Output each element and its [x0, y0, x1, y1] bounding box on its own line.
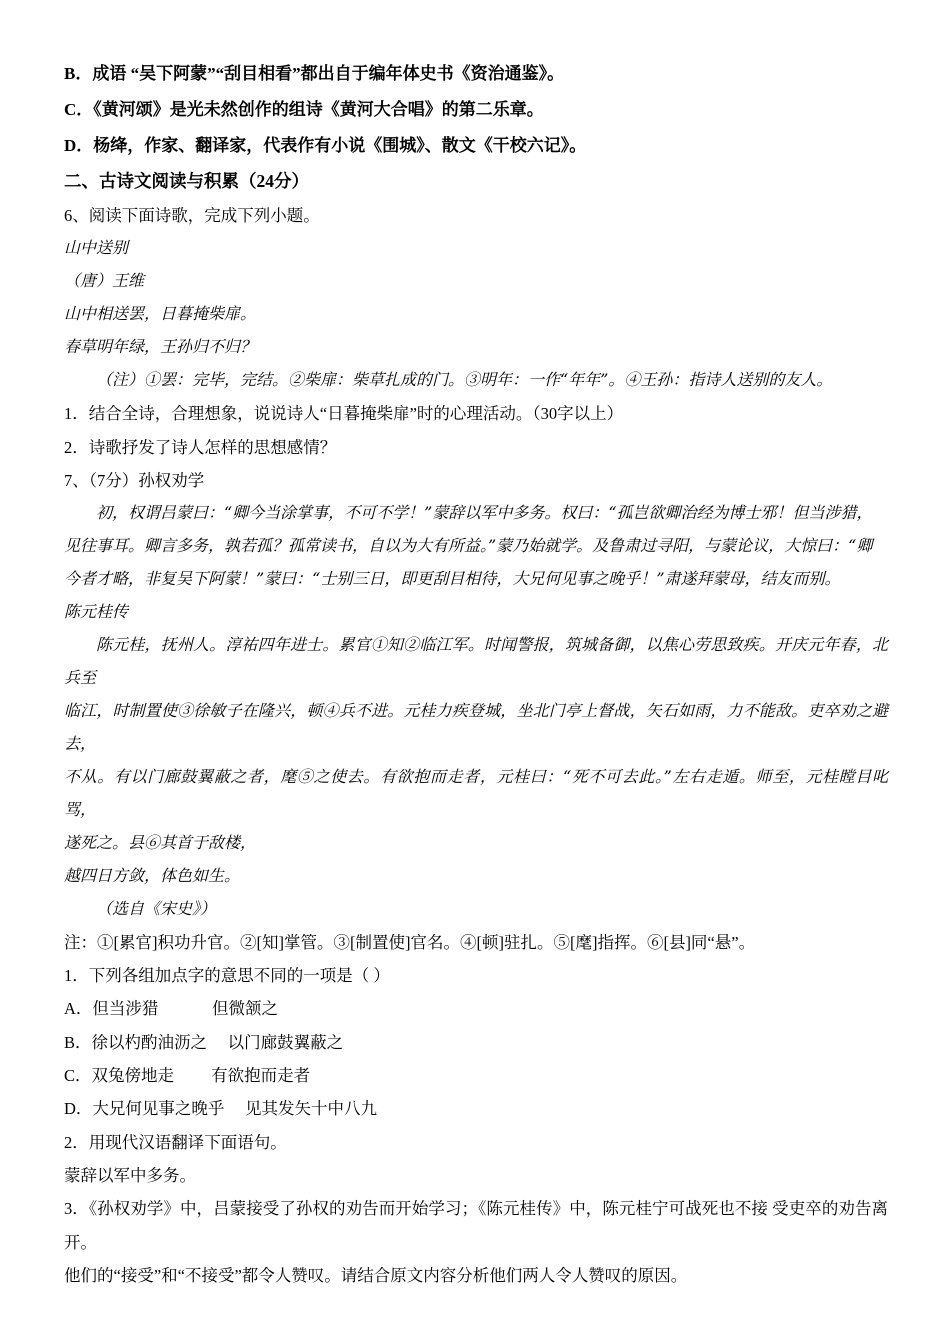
poem-line-1: 山中相送罢，日暮掩柴扉。 [64, 304, 257, 324]
option-b-gap [207, 1033, 228, 1052]
poem-author: （唐）王维 [64, 271, 145, 291]
question-1-option-a [64, 992, 888, 1025]
passage-2-notes: 注：①[累官]积功升官。②[知]掌管。③[制置使]官名。④[顿]驻扎。⑤[麾]指挥。⑥[县]同“悬”。 [64, 932, 756, 952]
option-a-gap [158, 999, 212, 1018]
question-2-stem: 2．用现代汉语翻译下面语句。 [64, 1132, 287, 1152]
option-d-gap [224, 1099, 245, 1118]
option-d-label: D． [64, 1099, 93, 1119]
question-1-option-c [64, 1059, 888, 1092]
poem-note: （注）①罢：完毕，完结。②柴扉：柴草扎成的门。③明年：一作“年年”。④王孙：指诗人送别的友人。 [96, 370, 833, 390]
choice-b: B．成语 “吴下阿蒙”“刮目相看”都出自于编年体史书《资治通鉴》。 [64, 64, 565, 83]
question-1-stem: 1．下列各组加点字的意思不同的一项是（ ） [64, 965, 390, 985]
passage-1-line-2: 见往事耳。卿言多务，孰若孤？孤常读书，自以为大有所益。”蒙乃始就学。及鲁肃过寻阳，与蒙论议，大惊曰：“卿 [64, 536, 873, 556]
option-c-gap [174, 1066, 211, 1085]
passage-1-line-1: 初，权谓吕蒙曰：“卿今当涂掌事，不可不学！”蒙辞以军中多务。权曰：“孤岂欲卿治经为博士邪！但当涉猎， [96, 503, 873, 523]
passage-2-line-2: 临江，时制置使③徐敏子在隆兴，顿④兵不进。元桂力疾登城，坐北门亭上督战，矢石如雨，力不能敌。吏卒劝之避去， [64, 700, 888, 753]
question-6-item-1: 1．结合全诗，合理想象，说说诗人“日暮掩柴扉”时的心理活动。（30字以上） [64, 404, 624, 424]
question-2-text: 蒙辞以军中多务。 [64, 1165, 196, 1185]
poem-line-2: 春草明年绿，王孙归不归？ [64, 337, 257, 357]
option-b-label: B． [64, 1032, 92, 1052]
question-3-line-2: 他们的“接受”和“不接受”都令人赞叹。请结合原文内容分析他们两人令人赞叹的原因。 [64, 1265, 688, 1285]
passage-1-line-3: 今者才略，非复吴下阿蒙！”蒙曰：“士别三日，即更刮目相待，大兄何见事之晚乎！”肃遂拜蒙母，结友而别。 [64, 569, 841, 589]
option-a-right: 但微颔之 [212, 999, 279, 1019]
passage-2-title: 陈元桂传 [64, 602, 129, 622]
question-6-item-2: 2．诗歌抒发了诗人怎样的思想感情？ [64, 437, 337, 457]
poem-title: 山中送别 [64, 238, 129, 258]
option-b-right: 以门廊鼓翼蔽之 [227, 1032, 344, 1052]
option-d-right: 见其发矢十中八九 [245, 1099, 378, 1119]
passage-2-line-1: 陈元桂，抚州人。淳祐四年进士。累官①知②临江军。时闻警报，筑城备御，以焦心劳思致疾。开庆元年春，北兵至 [64, 634, 888, 687]
question-6-stem: 6、阅读下面诗歌，完成下列小题。 [64, 206, 320, 226]
option-a-label: A． [64, 999, 93, 1019]
passage-2-line-3: 不从。有以门廊鼓翼蔽之者，麾⑤之使去。有欲抱而走者，元桂曰：“死不可去此。”左右走遁。师至，元桂瞠目叱骂， [64, 766, 888, 819]
option-a-left: 但当涉猎 [92, 999, 159, 1019]
choice-c: C．《黄河颂》是光未然创作的组诗《黄河大合唱》的第二乐章。 [64, 100, 544, 120]
passage-2-source: （选自《宋史》） [96, 898, 217, 918]
question-3-line-1: 3．《孙权劝学》中，吕蒙接受了孙权的劝告而开始学习；《陈元桂传》中，陈元桂宁可战死也不接 受吏卒的劝告离开。 [64, 1199, 888, 1252]
question-1-option-d [64, 1092, 888, 1125]
option-c-label: C． [64, 1065, 92, 1085]
option-d-left: 大兄何见事之晚乎 [92, 1099, 225, 1119]
passage-2-line-5: 越四日方敛，体色如生。 [64, 865, 241, 885]
question-1-option-b [64, 1026, 888, 1059]
choice-d: D．杨绛，作家、翻译家，代表作有小说《围城》、散文《干校六记》。 [64, 136, 587, 156]
section-title: 二、古诗文阅读与积累（24分） [64, 171, 309, 192]
passage-2-line-4: 遂死之。县⑥其首于敌楼， [64, 832, 257, 852]
option-c-left: 双兔傍地走 [91, 1065, 175, 1085]
question-7-stem: 7、（7分）孙权劝学 [64, 470, 205, 490]
option-c-right: 有欲抱而走者 [211, 1065, 311, 1085]
option-b-left: 徐以杓酌油沥之 [91, 1032, 208, 1052]
